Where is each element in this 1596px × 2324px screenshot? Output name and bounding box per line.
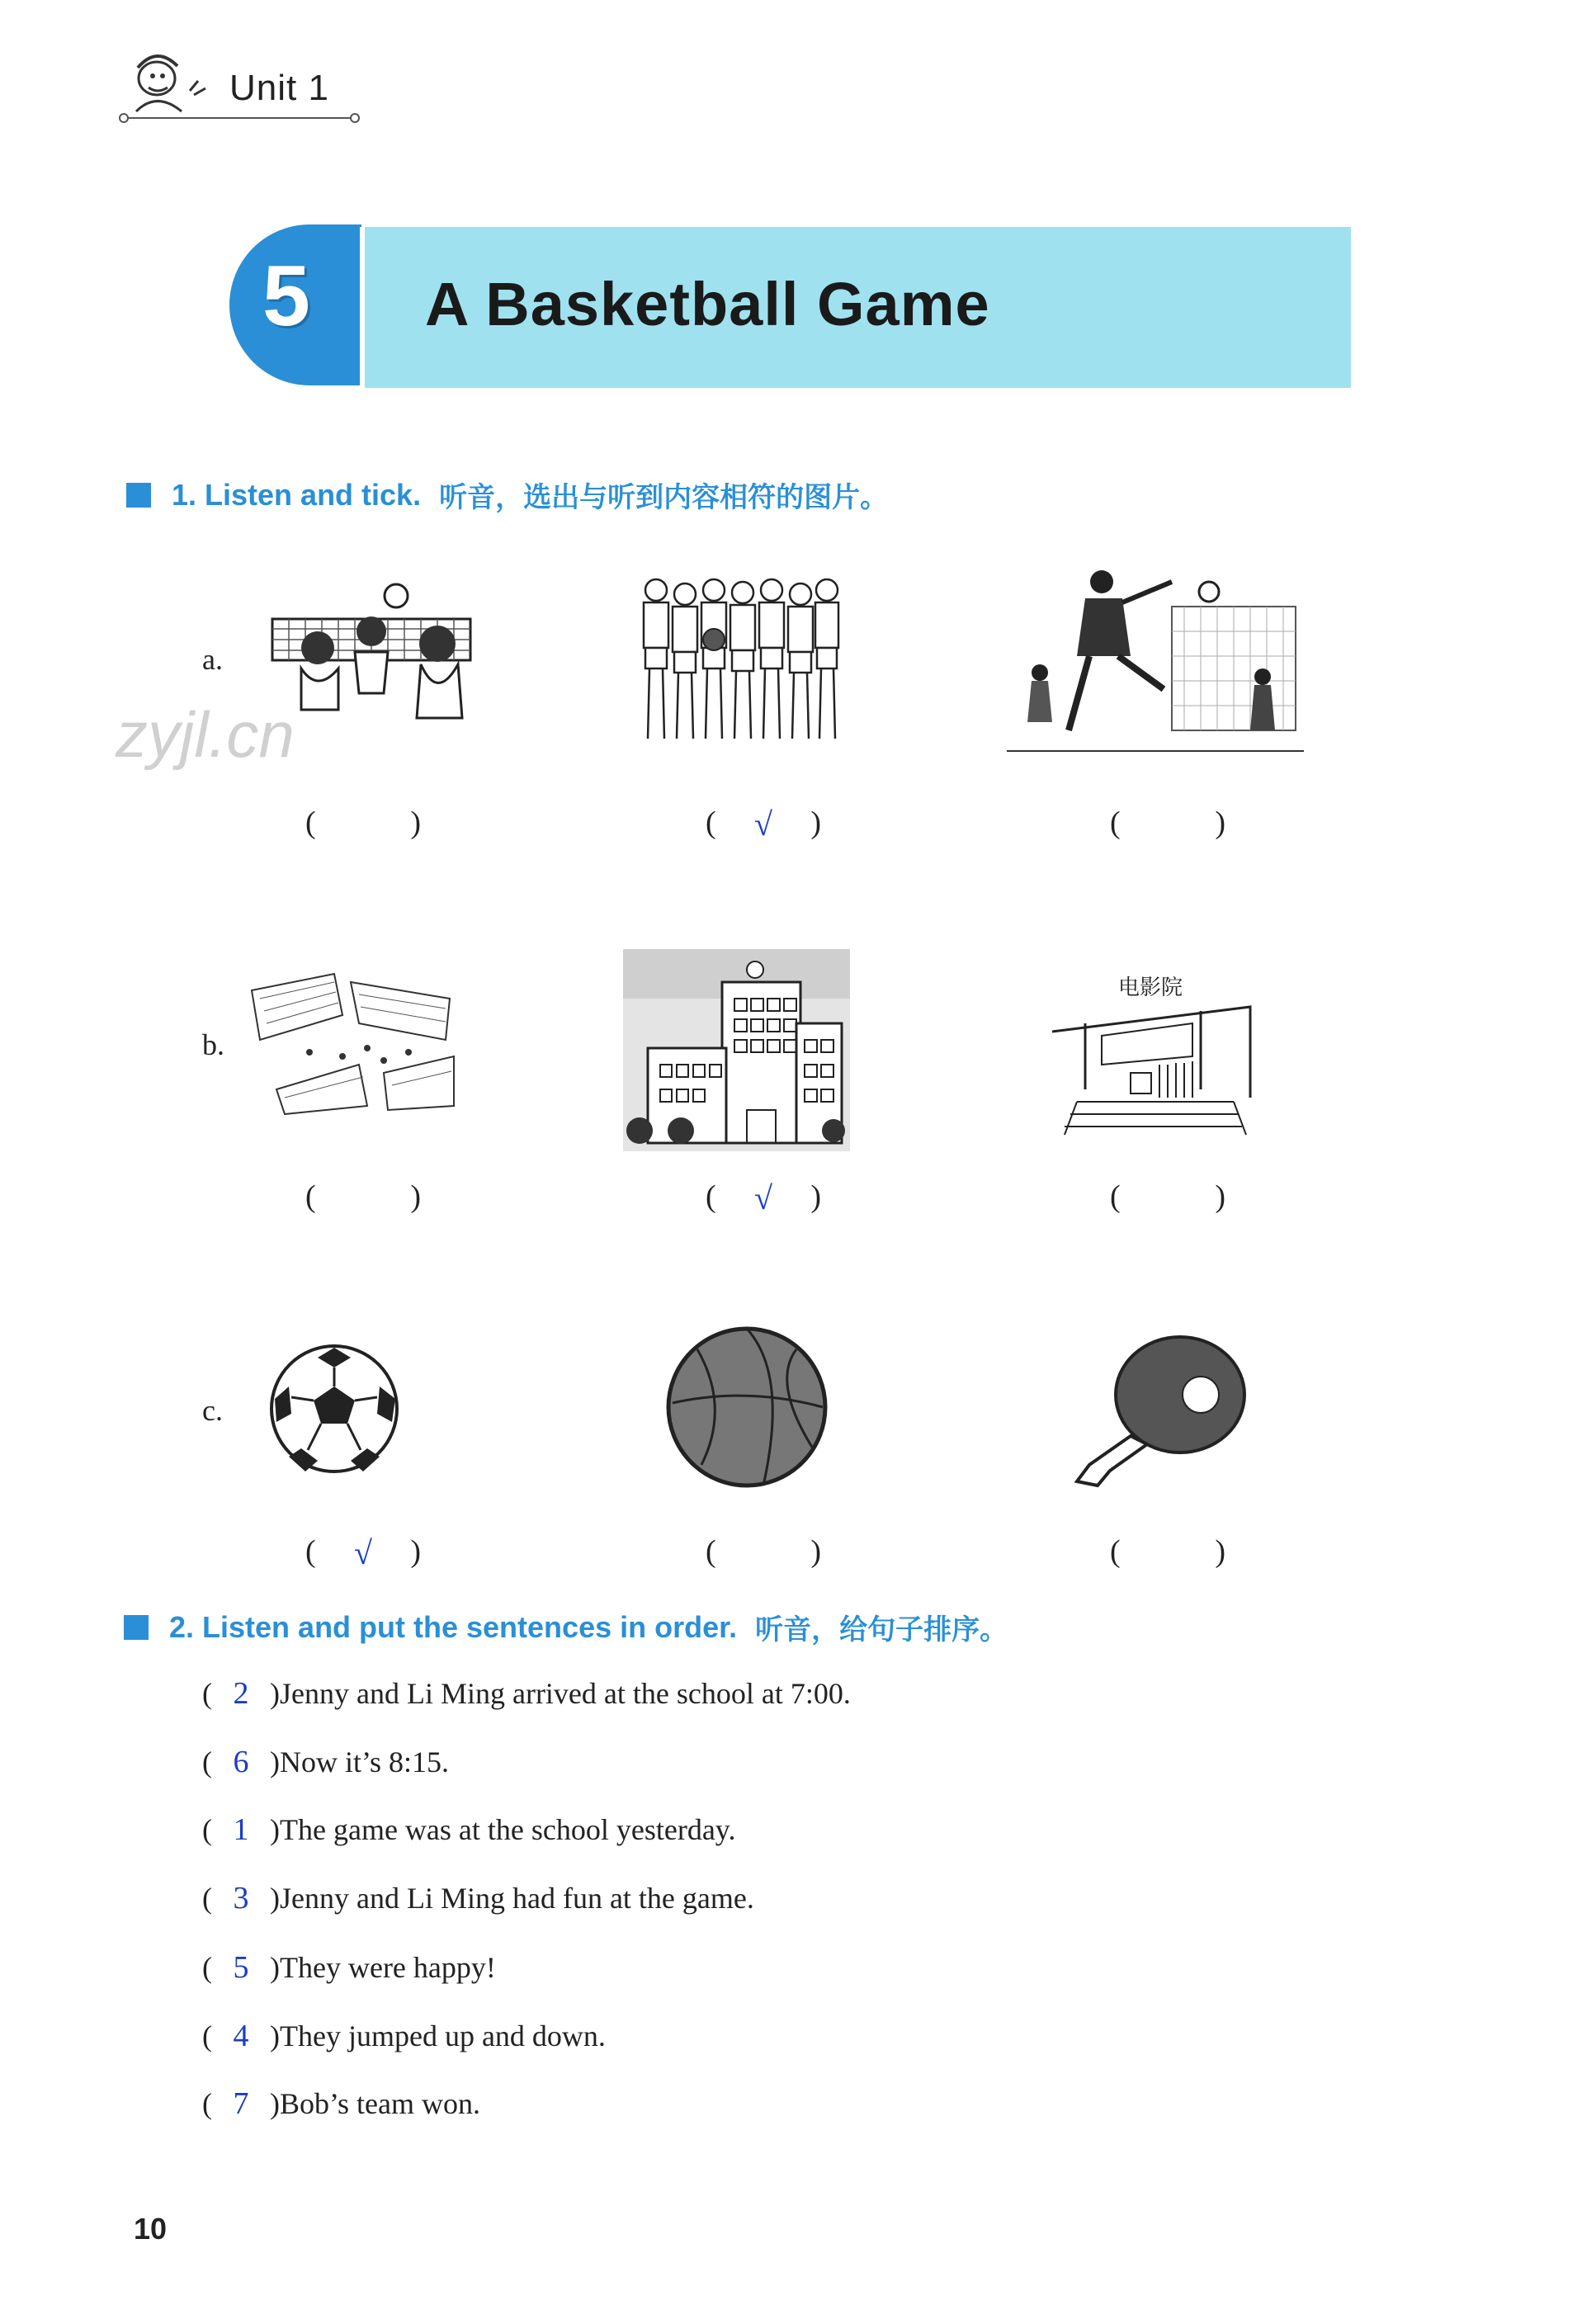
- answer-slot-b2[interactable]: ( √ ): [706, 1179, 821, 1216]
- sentence-text: Jenny and Li Ming arrived at the school at 7:00.: [280, 1677, 851, 1710]
- street-scene-icon: [243, 974, 458, 1114]
- section-bullet-icon: [124, 1615, 149, 1640]
- sentence-text: They jumped up and down.: [280, 2019, 606, 2052]
- cinema-sign: 电影院: [1118, 975, 1183, 1000]
- order-item: ( 5 ) They were happy!: [202, 1950, 496, 1985]
- order-item: ( 7 ) Bob’s team won.: [202, 2086, 480, 2121]
- basketball-icon: [664, 1325, 829, 1490]
- cinema-picture[interactable]: [1052, 966, 1254, 1143]
- sentence-text: Bob’s team won.: [280, 2087, 480, 2120]
- basketball-team-icon: [635, 569, 842, 747]
- sentence-text: They were happy!: [280, 1951, 496, 1984]
- order-number-input[interactable]: 6: [233, 1745, 249, 1779]
- order-item: ( 1 ) The game was at the school yesterday.: [202, 1812, 736, 1847]
- section1-title: 1. Listen and tick.: [172, 477, 422, 512]
- lesson-title: A Basketball Game: [425, 270, 990, 338]
- row-label-a: a.: [202, 643, 223, 676]
- section2-title-cn: 听音，给句子排序。: [755, 1613, 1008, 1646]
- order-item: ( 3 ) Jenny and Li Ming had fun at the game.: [202, 1881, 754, 1915]
- soccer-ball-picture[interactable]: [268, 1341, 400, 1481]
- ping-pong-paddle-icon: [1065, 1329, 1254, 1494]
- order-number-input[interactable]: 5: [233, 1950, 249, 1985]
- section1-title-cn: 听音，选出与听到内容相符的图片。: [439, 481, 889, 514]
- section-bullet-icon: [126, 483, 151, 508]
- page-number: 10: [134, 2212, 168, 2246]
- answer-slot-c3[interactable]: ( ): [1110, 1534, 1225, 1569]
- volleyball-picture[interactable]: [272, 578, 470, 735]
- basketball-picture[interactable]: [664, 1325, 829, 1494]
- order-number-input[interactable]: 4: [233, 2019, 249, 2053]
- sentence-text: The game was at the school yesterday.: [280, 1813, 736, 1846]
- watermark: zyjl.cn: [116, 698, 295, 771]
- answer-slot-a2[interactable]: ( √ ): [706, 805, 821, 843]
- school-building-picture[interactable]: [623, 949, 850, 1155]
- section2-heading: [124, 1607, 1008, 1647]
- section1-heading: [126, 475, 888, 515]
- answer-slot-b3[interactable]: ( ): [1110, 1179, 1225, 1214]
- lesson-number: 5: [262, 248, 310, 344]
- answer-slot-c2[interactable]: ( ): [706, 1534, 821, 1569]
- answer-slot-b1[interactable]: ( ): [305, 1179, 421, 1214]
- order-number-input[interactable]: 1: [233, 1812, 249, 1847]
- soccer-match-icon: [1007, 565, 1304, 755]
- ping-pong-paddle-picture[interactable]: [1065, 1329, 1254, 1498]
- soccer-ball-icon: [268, 1341, 400, 1477]
- row-label-c: c.: [202, 1394, 223, 1427]
- order-item: ( 6 ) Now it’s 8:15.: [202, 1745, 450, 1779]
- order-item: ( 2 ) Jenny and Li Ming arrived at the school at 7:00.: [202, 1676, 851, 1711]
- school-building-icon: [623, 949, 850, 1151]
- order-number-input[interactable]: 7: [233, 2086, 249, 2121]
- unit-label: Unit 1: [229, 68, 329, 108]
- order-number-input[interactable]: 2: [233, 1676, 249, 1711]
- street-picture[interactable]: [243, 974, 458, 1118]
- basketball-team-picture[interactable]: [635, 569, 842, 751]
- row-label-b: b.: [202, 1028, 224, 1061]
- sentence-text: Jenny and Li Ming had fun at the game.: [280, 1882, 754, 1915]
- order-number-input[interactable]: 3: [233, 1881, 249, 1915]
- answer-slot-c1[interactable]: ( √ ): [305, 1534, 421, 1571]
- order-item: ( 4 ) They jumped up and down.: [202, 2019, 606, 2053]
- cinema-icon: [1052, 966, 1254, 1139]
- section2-title: 2. Listen and put the sentences in order.: [169, 1609, 738, 1644]
- volleyball-icon: [272, 578, 470, 730]
- soccer-match-picture[interactable]: [1007, 565, 1304, 759]
- sentence-text: Now it’s 8:15.: [280, 1745, 450, 1778]
- answer-slot-a1[interactable]: ( ): [305, 805, 421, 840]
- answer-slot-a3[interactable]: ( ): [1110, 805, 1225, 840]
